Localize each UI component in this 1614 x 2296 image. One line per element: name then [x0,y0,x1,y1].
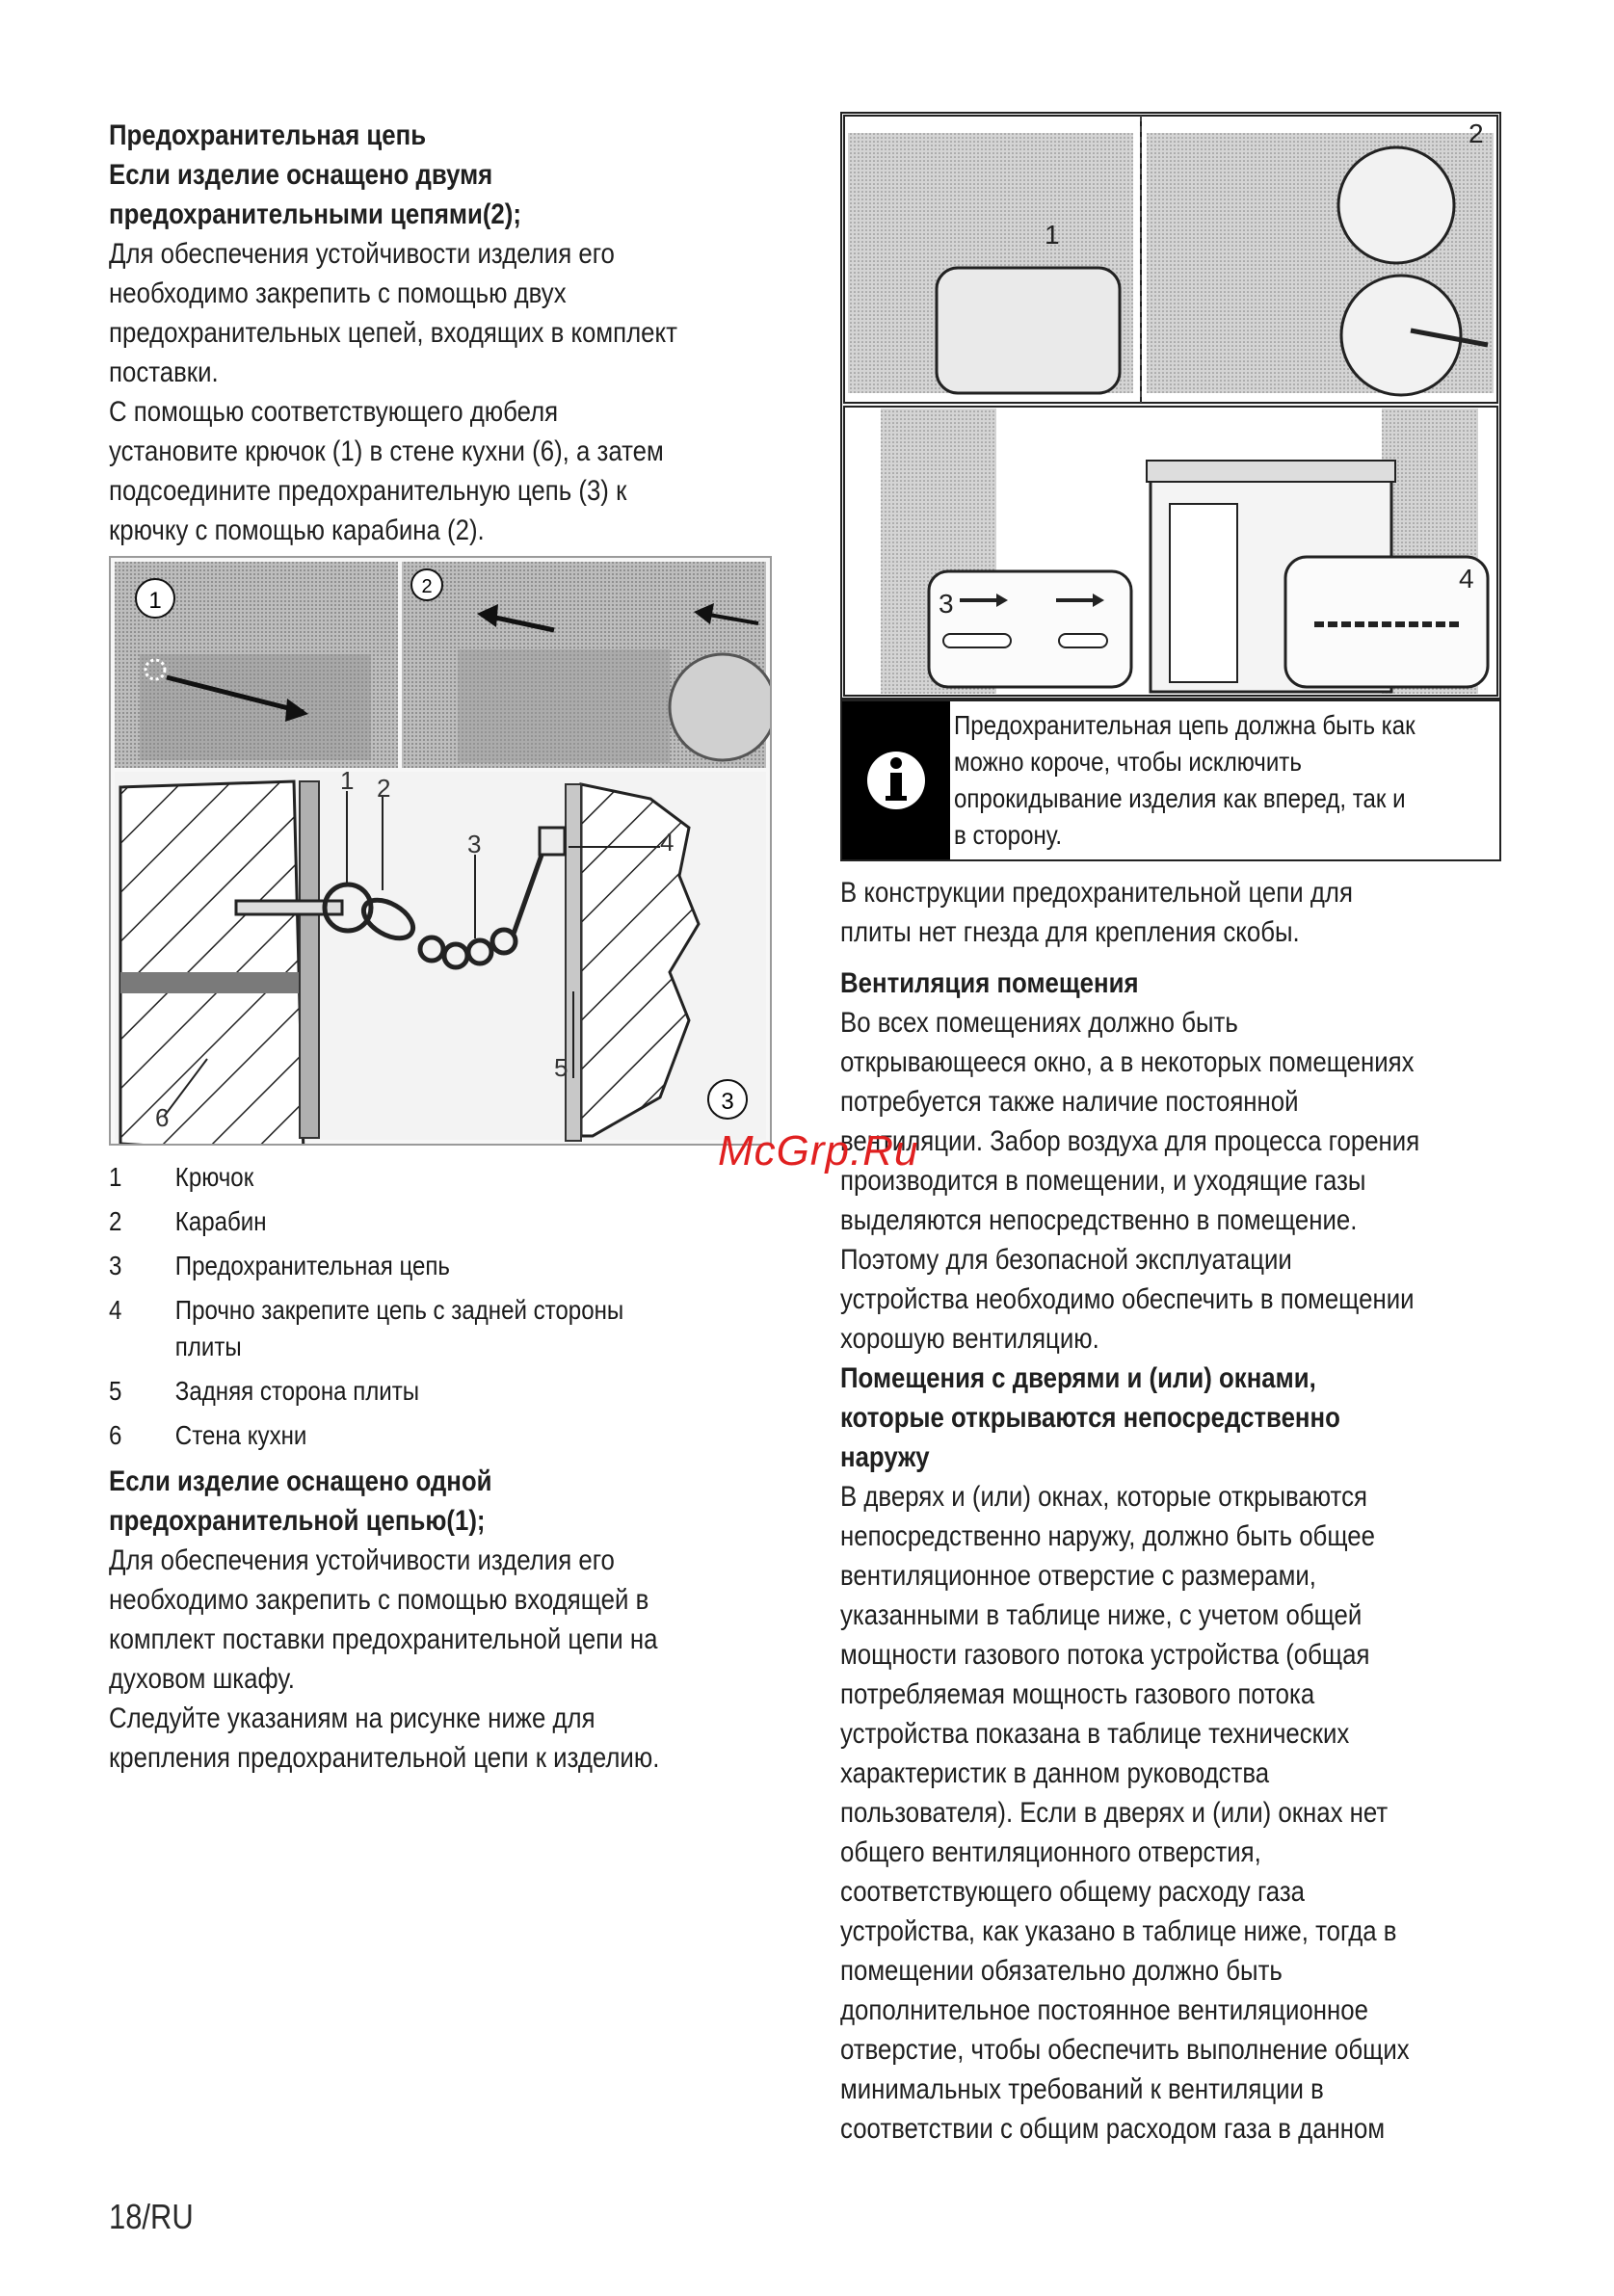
page-number: 18/RU [109,2197,194,2236]
text-line: дополнительное постоянное вентиляционное [840,1994,1368,2026]
label-4: 4 [660,828,675,857]
text-line: характеристик в данном руководства [840,1757,1270,1789]
legend-item: 3 Предохранительная цепь [109,1251,450,1280]
one-chain-figure [840,112,1501,699]
text-line: производится в помещении, и уходящие газы [840,1165,1366,1197]
subheading-line: предохранительной цепью(1); [109,1505,486,1537]
right-column [840,112,1515,2149]
text-line: духовом шкафу. [109,1663,295,1695]
legend-item: 5 Задняя сторона плиты [109,1376,420,1406]
text-line: Поэтому для безопасной эксплуатации [840,1244,1292,1276]
section-heading: Предохранительная цепь [109,119,427,151]
subheading-line: Если изделие оснащено одной [109,1465,492,1497]
text-line: указанными в таблице ниже, с учетом общей [840,1599,1363,1631]
legend-item: 2 Карабин [109,1206,267,1236]
text-line: крючку с помощью карабина (2). [109,515,485,546]
text-line: Для обеспечения устойчивости изделия его [109,1544,615,1576]
text-line: подсоедините предохранительную цепь (3) к [109,475,627,507]
text-line: В дверях и (или) окнах, которые открываются [840,1481,1367,1513]
text-line: открывающееся окно, а в некоторых помещениях [840,1046,1415,1078]
text-line: устройства, как указано в таблице ниже, тогда в [840,1915,1397,1947]
text-line: С помощью соответствующего дюбеля [109,396,559,428]
label-3: 3 [467,830,482,858]
legend-item: 1 Крючок [109,1162,254,1192]
text-line: необходимо закрепить с помощью входящей в [109,1584,649,1616]
subheading-line: которые открываются непосредственно [840,1402,1340,1434]
text-line: крепления предохранительной цепи к изделию. [109,1742,660,1774]
label-5: 5 [554,1053,569,1082]
info-note-text [950,701,1499,859]
text-line: устройства необходимо обеспечить в помещении [840,1283,1415,1315]
text-line: соответствующего общему расходу газа [840,1876,1306,1908]
subheading-line: предохранительными цепями(2); [109,198,521,230]
subheading-line: Если изделие оснащено двумя [109,159,493,191]
text-line: устройства показана в таблице технических [840,1718,1350,1750]
legend-item: 6 Стена кухни [109,1420,307,1450]
text-line: комплект поставки предохранительной цепи на [109,1623,658,1655]
step-label-2: 2 [1468,119,1484,148]
note-line: можно короче, чтобы исключить [954,747,1302,777]
text-line: потребуется также наличие постоянной [840,1086,1299,1118]
text-line: отверстие, чтобы обеспечить выполнение общих [840,2034,1410,2066]
callout-3: 3 [721,1089,734,1115]
text-line: выделяются непосредственно в помещение. [840,1204,1358,1236]
callout-2: 2 [421,576,433,597]
text-line: вентиляции. Забор воздуха для процесса горения [840,1125,1420,1157]
text-line: Для обеспечения устойчивости изделия его [109,238,615,270]
text-line: пользователя). Если в дверях и (или) окнах нет [840,1797,1389,1829]
text-line: предохранительных цепей, входящих в комплект [109,317,677,349]
text-line: минимальных требований к вентиляции в [840,2073,1324,2105]
callout-1: 1 [148,588,162,614]
step-label-4: 4 [1459,564,1474,594]
legend-list [109,1159,783,1454]
note-line: Предохранительная цепь должна быть как [954,710,1416,740]
watermark: McGrp.Ru [718,1127,919,1174]
label-6: 6 [155,1103,170,1132]
section-heading: Вентиляция помещения [840,967,1139,999]
text-line: потребляемая мощность газового потока [840,1678,1315,1710]
info-icon [842,701,950,859]
text-line: хорошую вентиляцию. [840,1323,1099,1355]
legend-item: 4 Прочно закрепите цепь с задней стороны плиты [109,1295,624,1361]
text-line: установите крючок (1) в стене кухни (6), а затем [109,435,664,467]
left-column [109,116,783,1778]
note-line: опрокидывание изделия как вперед, так и [954,783,1406,813]
text-line: плиты нет гнезда для крепления скобы. [840,916,1300,948]
text-line: общего вентиляционного отверстия, [840,1836,1261,1868]
two-chains-figure [109,556,772,1146]
step-label-3: 3 [939,589,954,619]
text-line: поставки. [109,356,219,388]
text-line: непосредственно наружу, должно быть общее [840,1520,1375,1552]
text-line: мощности газового потока устройства (общая [840,1639,1370,1671]
note-line: в сторону. [954,820,1063,850]
text-line: необходимо закрепить с помощью двух [109,277,567,309]
text-line: В конструкции предохранительной цепи для [840,877,1353,909]
info-note [840,699,1501,861]
text-line: соответствии с общим расходом газа в данном [840,2113,1386,2145]
label-1: 1 [340,766,355,795]
text-line: помещении обязательно должно быть [840,1955,1283,1987]
text-line: Следуйте указаниям на рисунке ниже для [109,1702,595,1734]
text-line: Во всех помещениях должно быть [840,1007,1238,1039]
subheading-line: Помещения с дверями и (или) окнами, [840,1362,1316,1394]
subheading-line: наружу [840,1441,930,1473]
label-2: 2 [377,774,391,803]
step-label-1: 1 [1045,220,1060,250]
text-line: вентиляционное отверстие с размерами, [840,1560,1316,1592]
